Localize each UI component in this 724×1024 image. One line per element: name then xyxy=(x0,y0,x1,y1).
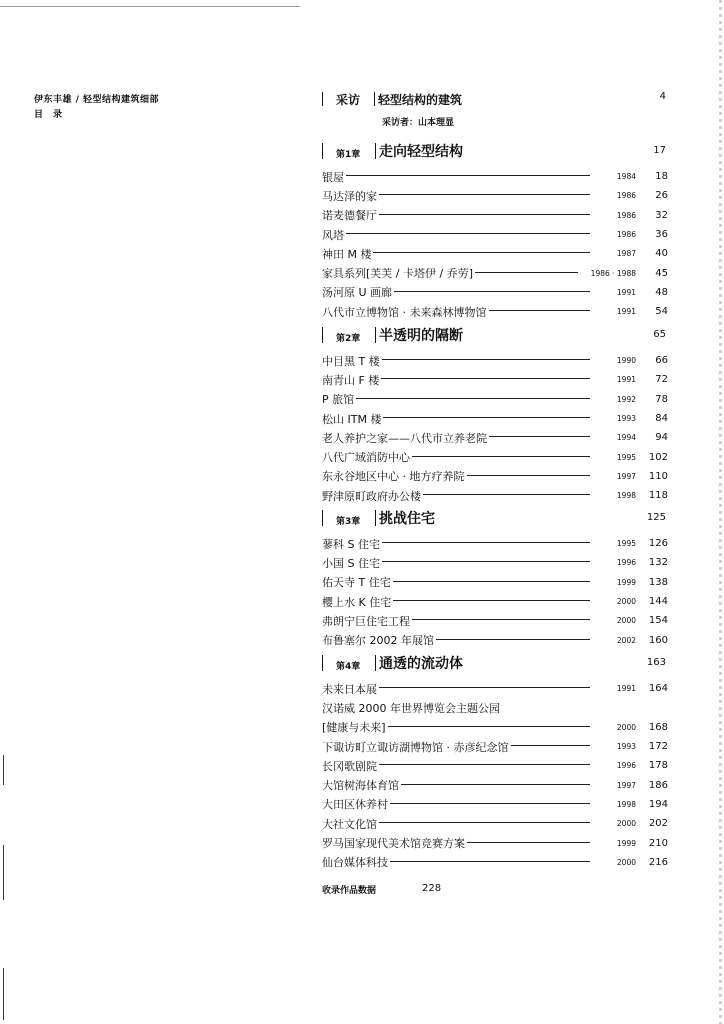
chapter-bar xyxy=(375,143,376,159)
leader-line xyxy=(383,417,590,418)
entry-page: 168 xyxy=(648,721,668,733)
entry-title: P 旅馆 xyxy=(322,393,355,407)
entry-title: 马达泽的家 xyxy=(322,189,377,203)
leader-line xyxy=(489,436,590,437)
entry-page: 94 xyxy=(655,432,668,444)
toc-entry[interactable] xyxy=(322,263,668,282)
chapter-number: 第2章 xyxy=(336,334,361,344)
entry-title: 蓼科 S 住宅 xyxy=(322,537,380,551)
entry-year: 1997 xyxy=(616,780,636,790)
toc-entry[interactable] xyxy=(322,698,668,717)
entry-year: 1991 xyxy=(616,307,636,317)
entry-title: 神田 M 楼 xyxy=(322,247,372,261)
chapter-section xyxy=(322,653,668,872)
footer-entry[interactable] xyxy=(322,883,442,896)
chapter-bar xyxy=(375,510,376,526)
toc-entry[interactable] xyxy=(322,853,668,872)
entry-year: 2002 xyxy=(616,635,636,645)
leader-line xyxy=(382,561,590,562)
intro-entry[interactable] xyxy=(322,89,668,109)
chapter-number: 第3章 xyxy=(336,517,361,527)
toc-entry[interactable] xyxy=(322,718,668,737)
entry-year: 1986 xyxy=(616,191,636,201)
entry-title: 家具系列[芙芙 / 卡塔伊 / 乔劳] xyxy=(322,267,473,281)
entry-year: 1990 xyxy=(616,356,636,366)
entry-page: 110 xyxy=(648,470,668,482)
toc-entry[interactable] xyxy=(322,447,668,466)
entry-year: 2000 xyxy=(616,616,636,626)
entry-page: 72 xyxy=(655,374,668,386)
toc-entry[interactable] xyxy=(322,370,668,389)
entry-page: 40 xyxy=(655,248,668,260)
entry-page: 138 xyxy=(648,576,668,588)
entry-page: 84 xyxy=(655,413,668,425)
entry-page: 154 xyxy=(648,615,668,627)
leader-line xyxy=(379,194,590,195)
entry-title: 布鲁塞尔 2002 年展馆 xyxy=(322,634,434,648)
leader-line xyxy=(381,378,590,379)
entry-year: 1999 xyxy=(616,577,636,587)
leader-line xyxy=(467,475,591,476)
toc-entry[interactable] xyxy=(322,186,668,205)
entry-year: 1999 xyxy=(616,838,636,848)
toc-entry[interactable] xyxy=(322,283,668,302)
leader-line xyxy=(379,214,590,215)
scan-mark xyxy=(3,845,4,900)
entry-title: 汤河原 U 画廊 xyxy=(322,286,393,300)
toc-entry[interactable] xyxy=(322,351,668,370)
entry-page: 202 xyxy=(648,818,668,830)
intro-page: 4 xyxy=(659,91,666,102)
author-line: 伊东丰雄 / 轻型结构建筑细部 xyxy=(34,95,160,105)
entry-year: 1986 xyxy=(616,210,636,220)
leader-line xyxy=(379,764,590,765)
entry-page: 54 xyxy=(655,306,668,318)
entry-year: 1996 xyxy=(616,761,636,771)
entry-year: 1991 xyxy=(616,375,636,385)
chapter-heading[interactable] xyxy=(322,141,668,167)
toc-entry[interactable] xyxy=(322,592,668,611)
toc-label: 目 录 xyxy=(34,110,63,120)
entry-year: 2000 xyxy=(616,597,636,607)
toc-entry[interactable] xyxy=(322,467,668,486)
leader-line xyxy=(423,494,590,495)
leader-line xyxy=(373,252,590,253)
toc-entry[interactable] xyxy=(322,833,668,852)
intro-label: 采访 xyxy=(336,93,361,107)
leader-line xyxy=(394,291,590,292)
entry-year: 1994 xyxy=(616,433,636,443)
entry-year: 1991 xyxy=(616,287,636,297)
entry-year: 1995 xyxy=(616,539,636,549)
entry-year: 1984 xyxy=(616,172,636,182)
toc-entry[interactable] xyxy=(322,630,668,649)
chapter-title: 半透明的隔断 xyxy=(379,328,463,344)
leader-line xyxy=(390,861,590,862)
entry-page: 216 xyxy=(648,856,668,868)
leader-line xyxy=(467,842,590,843)
scan-mark xyxy=(3,968,4,1020)
footer-page: 228 xyxy=(422,883,442,894)
toc-entry[interactable] xyxy=(322,756,668,775)
leader-line xyxy=(393,581,590,582)
toc-entry[interactable] xyxy=(322,167,668,186)
entry-title: 小国 S 住宅 xyxy=(322,556,380,570)
chapter-page: 163 xyxy=(646,657,666,668)
leader-line xyxy=(489,310,591,311)
leader-line xyxy=(382,542,590,543)
toc-entry[interactable] xyxy=(322,486,668,505)
leader-line xyxy=(390,803,590,804)
intro-bar xyxy=(374,92,375,106)
toc-entry[interactable] xyxy=(322,814,668,833)
chapter-bar xyxy=(375,327,376,343)
entry-title: 八代市立博物馆 · 未来森林博物馆 xyxy=(322,305,487,319)
toc-entry[interactable] xyxy=(322,573,668,592)
toc-entry[interactable] xyxy=(322,390,668,409)
chapter-heading[interactable] xyxy=(322,653,668,679)
entry-year: 2000 xyxy=(616,857,636,867)
chapter-heading[interactable] xyxy=(322,508,668,534)
chapter-number: 第4章 xyxy=(336,662,361,672)
leader-line xyxy=(346,233,590,234)
toc-entry[interactable] xyxy=(322,302,668,321)
toc-entry[interactable] xyxy=(322,775,668,794)
toc-entry[interactable] xyxy=(322,206,668,225)
entry-year: 1993 xyxy=(616,414,636,424)
toc-entry[interactable] xyxy=(322,244,668,263)
entry-title: 东永谷地区中心 · 地方疗养院 xyxy=(322,470,465,484)
entry-year: 1993 xyxy=(616,742,636,752)
entry-year: 1996 xyxy=(616,558,636,568)
toc-entry[interactable] xyxy=(322,737,668,756)
entry-year: 1992 xyxy=(616,394,636,404)
toc-entry[interactable] xyxy=(322,795,668,814)
chapter-bar xyxy=(322,327,323,343)
entry-page: 26 xyxy=(655,190,668,202)
entry-page: 164 xyxy=(648,683,668,695)
chapter-title: 挑战住宅 xyxy=(379,511,435,527)
toc-entry[interactable] xyxy=(322,679,668,698)
chapter-page: 125 xyxy=(646,512,666,523)
leader-line xyxy=(511,745,591,746)
chapter-bar xyxy=(322,143,323,159)
entry-page: 18 xyxy=(655,171,668,183)
leader-line xyxy=(401,784,590,785)
entry-page: 210 xyxy=(648,837,668,849)
entry-year: 2000 xyxy=(616,722,636,732)
entry-page: 144 xyxy=(648,596,668,608)
leader-line xyxy=(412,456,590,457)
chapter-number: 第1章 xyxy=(336,150,361,160)
interviewer-line: 采访者：山本理显 xyxy=(382,118,455,128)
entry-page: 102 xyxy=(648,451,668,463)
toc-entry[interactable] xyxy=(322,428,668,447)
entry-title: 佑天寺 T 住宅 xyxy=(322,576,391,590)
entry-title: 仙台媒体科技 xyxy=(322,856,388,870)
entry-title: 下诹访町立诹访湖博物馆 · 赤彦纪念馆 xyxy=(322,740,509,754)
toc-entry[interactable] xyxy=(322,534,668,553)
entry-title: 弗朗宁巨住宅工程 xyxy=(322,614,410,628)
leader-line xyxy=(388,726,590,727)
entry-title: 中目黑 T 楼 xyxy=(322,354,380,368)
chapter-title: 通透的流动体 xyxy=(379,656,463,672)
scan-mark xyxy=(3,755,4,785)
entry-page: 132 xyxy=(648,557,668,569)
entry-title: 诺麦德餐厅 xyxy=(322,209,377,223)
entry-title: 松山 ITM 楼 xyxy=(322,412,382,426)
entry-title: 长冈歌剧院 xyxy=(322,759,377,773)
entry-title: 大馆树海体育馆 xyxy=(322,779,399,793)
footer-label: 收录作品数据 xyxy=(322,886,377,896)
entry-year: 1998 xyxy=(616,799,636,809)
toc-entry[interactable] xyxy=(322,553,668,572)
chapter-heading[interactable] xyxy=(322,325,668,351)
entry-page: 178 xyxy=(648,760,668,772)
entry-year: 1995 xyxy=(616,452,636,462)
entry-title: 大社文化馆 xyxy=(322,817,377,831)
entry-title: 银屋 xyxy=(322,170,344,184)
entry-title: 罗马国家现代美术馆竞赛方案 xyxy=(322,837,465,851)
leader-line xyxy=(436,639,590,640)
toc-entry[interactable] xyxy=(322,409,668,428)
chapter-section xyxy=(322,141,668,321)
leader-line xyxy=(475,272,578,273)
entry-year: 1991 xyxy=(616,684,636,694)
entry-page: 48 xyxy=(655,286,668,298)
entry-page: 126 xyxy=(648,538,668,550)
entry-year: 2000 xyxy=(616,819,636,829)
entry-year: 1986 xyxy=(616,230,636,240)
entry-page: 78 xyxy=(655,393,668,405)
chapter-bar xyxy=(322,510,323,526)
entry-year: 1986 · 1988 xyxy=(590,268,636,278)
entry-page: 172 xyxy=(648,741,668,753)
entry-page: 45 xyxy=(655,267,668,279)
toc-entry[interactable] xyxy=(322,611,668,630)
leader-line xyxy=(379,687,590,688)
top-rule xyxy=(0,6,300,7)
entry-title: 未来日本展 xyxy=(322,682,377,696)
chapter-page: 65 xyxy=(653,329,666,340)
entry-page: 194 xyxy=(648,798,668,810)
scan-edge xyxy=(719,0,722,1024)
entry-year: 1997 xyxy=(616,471,636,481)
entry-page: 36 xyxy=(655,229,668,241)
chapter-title: 走向轻型结构 xyxy=(379,144,463,160)
entry-title: 风塔 xyxy=(322,228,344,242)
entry-title: [健康与未来] xyxy=(322,721,386,735)
leader-line xyxy=(393,600,590,601)
entry-title: 八代广域消防中心 xyxy=(322,451,410,465)
entry-page: 186 xyxy=(648,779,668,791)
entry-title: 汉诺威 2000 年世界博览会主题公园 xyxy=(322,701,500,715)
chapter-page: 17 xyxy=(653,145,666,156)
chapter-bar xyxy=(375,655,376,671)
leader-line xyxy=(382,359,590,360)
entry-year: 1987 xyxy=(616,249,636,259)
leader-line xyxy=(356,398,590,399)
chapter-bar xyxy=(322,655,323,671)
intro-title: 轻型结构的建筑 xyxy=(378,93,463,107)
entry-year: 1998 xyxy=(616,491,636,501)
entry-title: 野津原町政府办公楼 xyxy=(322,489,421,503)
leader-line xyxy=(412,619,590,620)
entry-page: 160 xyxy=(648,634,668,646)
leader-line xyxy=(346,175,590,176)
entry-page: 66 xyxy=(655,355,668,367)
intro-bar xyxy=(322,92,323,106)
running-header xyxy=(34,93,159,123)
toc-entry[interactable] xyxy=(322,225,668,244)
chapter-section xyxy=(322,508,668,650)
entry-title: 老人养护之家——八代市立养老院 xyxy=(322,431,487,445)
entry-title: 南青山 F 楼 xyxy=(322,373,380,387)
entry-title: 大田区休养村 xyxy=(322,798,388,812)
entry-page: 118 xyxy=(648,490,668,502)
leader-line xyxy=(379,822,590,823)
chapter-section xyxy=(322,325,668,505)
entry-title: 樱上水 K 住宅 xyxy=(322,595,392,609)
entry-page: 32 xyxy=(655,209,668,221)
